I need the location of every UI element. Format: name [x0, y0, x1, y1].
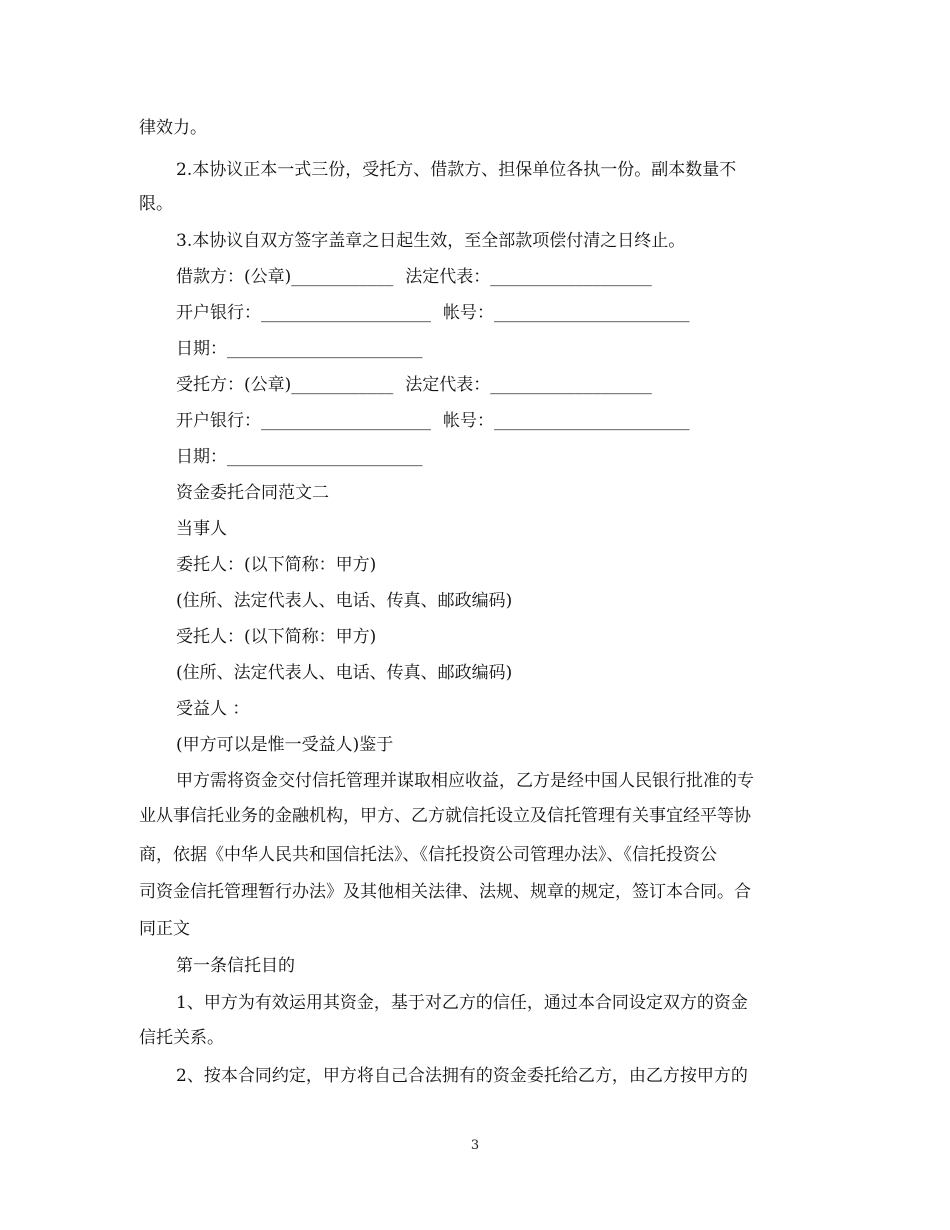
- borrower-representative-field: 法定代表：___________________: [405, 267, 652, 287]
- principal-details-line: (住所、法定代表人、电话、传真、邮政编码): [176, 591, 513, 611]
- borrower-account-field: 帐号：_______________________: [443, 303, 690, 323]
- section-heading: 资金委托合同范文二: [176, 483, 329, 503]
- paragraph-line: 业从事信托业务的金融机构，甲方、乙方就信托设立及信托管理有关事宜经平等协: [139, 806, 751, 826]
- paragraph-line: 商，依据《中华人民共和国信托法》、《信托投资公司管理办法》、《信托投资公: [139, 845, 717, 865]
- trustee-representative-field: 法定代表：___________________: [405, 375, 652, 395]
- borrower-seal-line: [176, 266, 856, 288]
- trustee-details-line: (住所、法定代表人、电话、传真、邮政编码): [176, 663, 513, 683]
- paragraph-line: 3.本协议自双方签字盖章之日起生效，至全部款项偿付清之日终止。: [176, 231, 686, 251]
- paragraph-line: 律效力。: [139, 118, 207, 138]
- borrower-bank-field: 开户银行：____________________: [176, 303, 431, 323]
- trustee-bank-line: [176, 410, 856, 432]
- borrower-bank-line: [176, 302, 856, 324]
- paragraph-line: 2.本协议正本一式三份，受托方、借款方、担保单位各执一份。副本数量不: [176, 160, 737, 180]
- borrower-seal-field: 借款方：(公章)____________: [176, 267, 394, 287]
- borrower-date-field: 日期：_______________________: [176, 339, 423, 359]
- paragraph-line: 信托关系。: [139, 1028, 224, 1048]
- principal-line: 委托人：(以下简称：甲方): [176, 555, 377, 575]
- trustee-account-field: 帐号：_______________________: [443, 411, 690, 431]
- trustee-seal-field: 受托方：(公章)____________: [176, 375, 394, 395]
- paragraph-line: 2、按本合同约定，甲方将自己合法拥有的资金委托给乙方，由乙方按甲方的: [176, 1066, 748, 1086]
- paragraph-line: 甲方需将资金交付信托管理并谋取相应收益，乙方是经中国人民银行批准的专: [176, 771, 754, 791]
- trustee-line: 受托人：(以下简称：甲方): [176, 627, 377, 647]
- trustee-seal-line: [176, 374, 856, 396]
- paragraph-line: 限。: [139, 194, 173, 214]
- paragraph-line: 1、甲方为有效运用其资金，基于对乙方的信任，通过本合同设定双方的资金: [176, 993, 748, 1013]
- parties-heading: 当事人: [176, 519, 227, 539]
- paragraph-line: 同正文: [139, 919, 190, 939]
- beneficiary-line: 受益人 ：: [176, 699, 250, 719]
- article-title: 第一条信托目的: [176, 956, 295, 976]
- paragraph-line: 司资金信托管理暂行办法》及其他相关法律、法规、规章的规定，签订本合同。合: [139, 882, 751, 902]
- beneficiary-note-line: (甲方可以是惟一受益人)鉴于: [176, 735, 394, 755]
- page-number: 3: [470, 1138, 480, 1153]
- trustee-bank-field: 开户银行：____________________: [176, 411, 431, 431]
- trustee-date-field: 日期：_______________________: [176, 447, 423, 467]
